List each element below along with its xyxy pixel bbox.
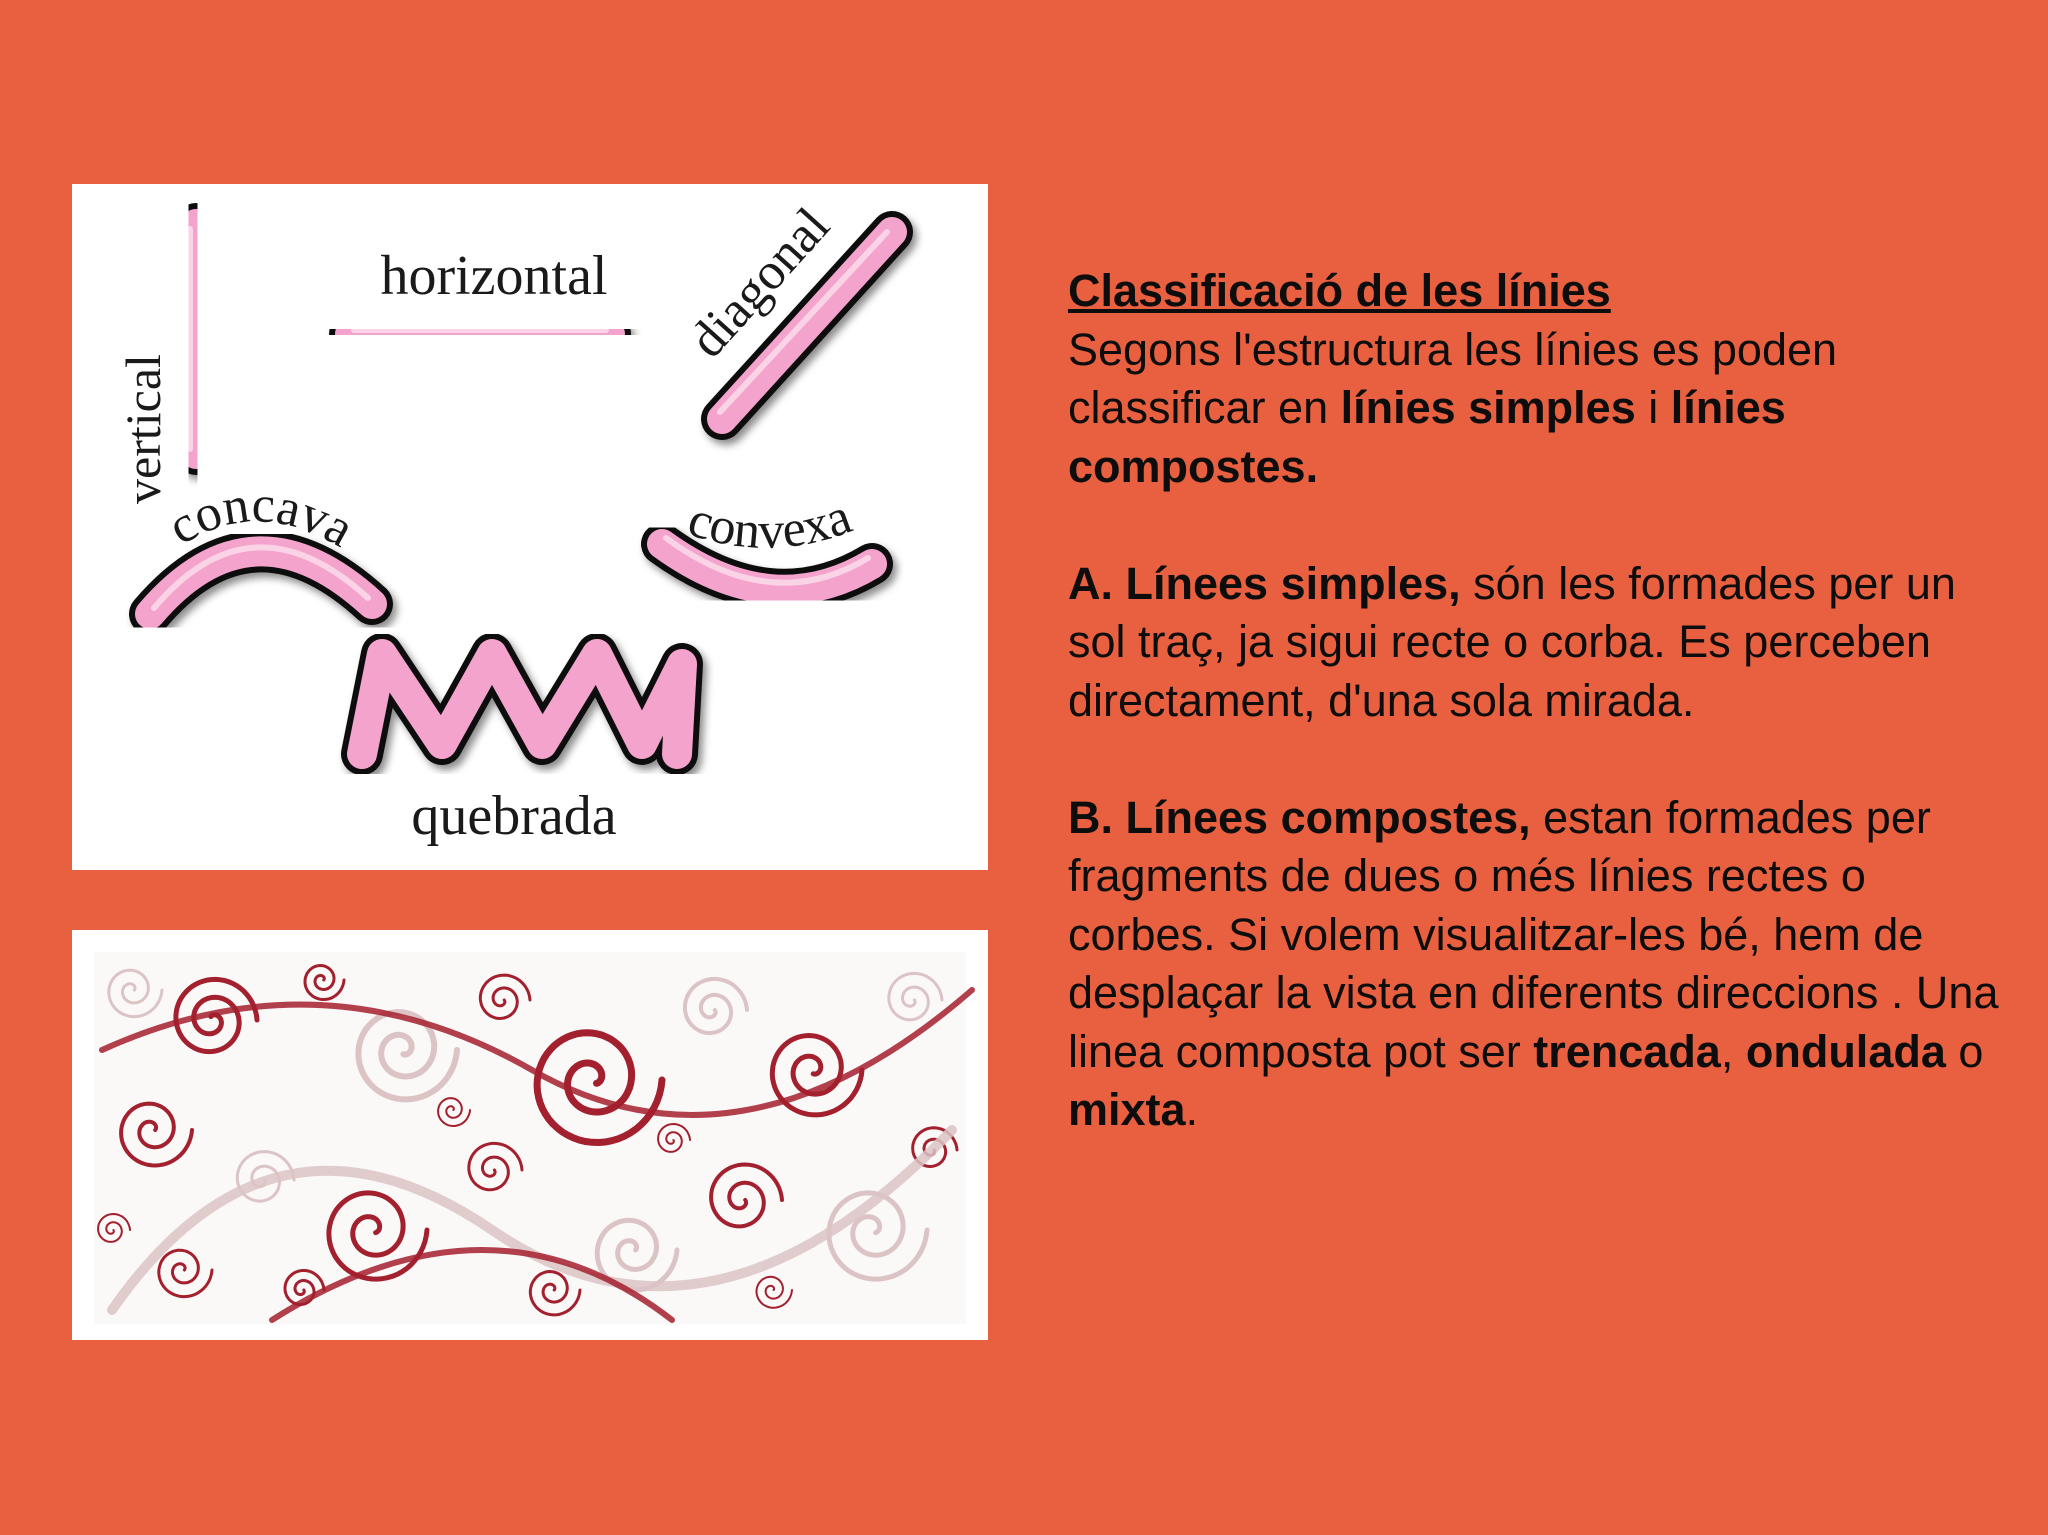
swirl-pattern-image	[72, 930, 988, 1340]
label-vertical: vertical	[115, 354, 171, 504]
text-content	[1068, 262, 2008, 1140]
concave-line-shape	[150, 547, 372, 614]
line-types-illustration	[72, 184, 988, 870]
horizontal-line-shape	[350, 330, 610, 334]
label-concava: concava	[158, 476, 363, 559]
zigzag-line-shape	[362, 654, 682, 754]
vertical-line-shape	[190, 224, 196, 454]
label-quebrada: quebrada	[411, 785, 617, 847]
heading: Classificació de les línies	[1068, 265, 1611, 316]
label-diagonal: diagonal	[678, 197, 841, 369]
section-a-paragraph: A. Línees simples, són les formades per un sol traç, ja sigui recte o corba. Es perceben directament, d'una sola mirada.	[1068, 557, 1956, 726]
intro-paragraph: Segons l'estructura les línies es poden classificar en línies simples i línies compostes.	[1068, 323, 1838, 492]
section-b-paragraph: B. Línees compostes, estan formades per fragments de dues o més línies rectes o corbes. Si volem visualitzar-les bé, hem de desplaçar la vista en diferents direccions . Una linea composta pot ser trencada, ondulada o mixta.	[1068, 791, 1999, 1135]
label-convexa: convexa	[681, 487, 859, 561]
label-horizontal: horizontal	[380, 245, 608, 307]
